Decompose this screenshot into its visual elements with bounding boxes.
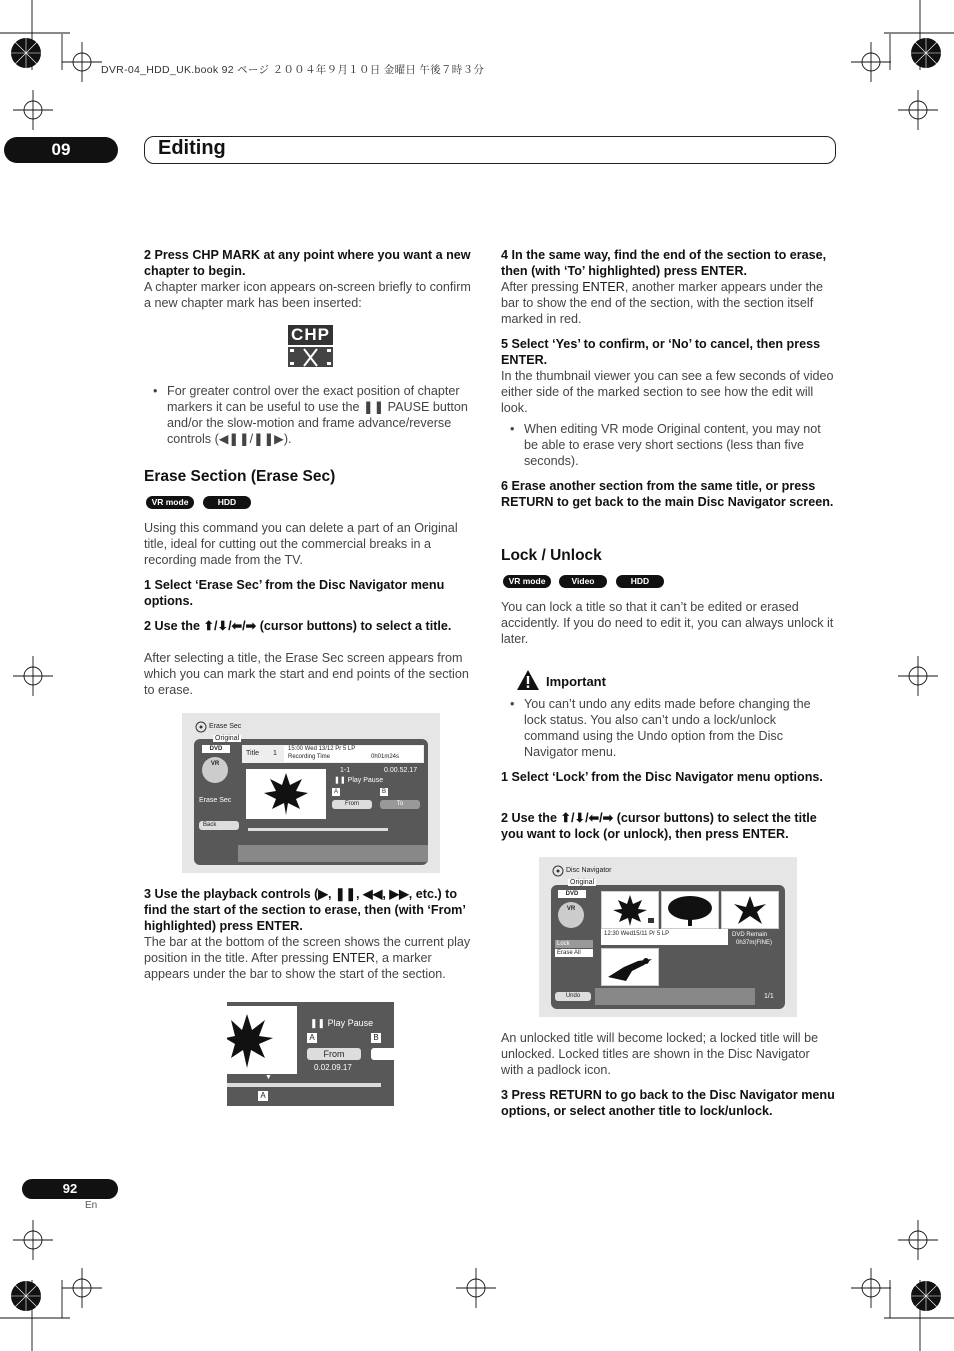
thumb-3-number: 3 <box>724 892 728 899</box>
thumb-4[interactable] <box>601 948 659 986</box>
screen3-vr-disc: VR <box>558 902 584 928</box>
erase-step2-body: After selecting a title, the Erase Sec screen appears from which you can mark the start and end points of the section to erase. <box>144 651 469 697</box>
lock-result-body: An unlocked title will become locked; a locked title will be unlocked. Locked titles are shown in the Disc Navigator with a padlock icon. <box>501 1031 819 1077</box>
step4-body-a: After pressing <box>501 280 583 294</box>
badge-vr-mode: VR mode <box>146 496 194 509</box>
closeup-timecode: 0.02.09.17 <box>314 1063 352 1072</box>
pause-label: ❚❚ PAUSE <box>363 400 430 414</box>
thumb-3-flower <box>722 892 778 928</box>
thumbnail-frame <box>246 769 326 819</box>
dvd-label: DVD <box>202 745 230 753</box>
bullet-short-sections: • When editing VR mode Original content, you may not be able to erase very short sections (less than five seconds). <box>524 421 834 469</box>
screen3-status-strip <box>595 988 755 1005</box>
erase-section-heading: Erase Section (Erase Sec) <box>144 468 336 485</box>
enter-label: ENTER <box>332 951 375 965</box>
closeup-bar-marker-a: A <box>258 1091 268 1101</box>
screen3-dvd-label: DVD <box>558 890 586 898</box>
screen1-play-status: ❚❚ Play Pause <box>334 777 384 784</box>
undo-button[interactable]: Undo <box>555 992 591 1001</box>
step6-title: 6 Erase another section from the same title, or press RETURN to get back to the main Disc Navigator screen. <box>501 479 834 509</box>
bullet-undo-text-a: You can’t undo any edits made before changing the lock status. You also can’t undo a lock/unlock command using the <box>524 697 811 743</box>
erase-step3-body-b: , a marker appears under the bar to show the start of the section. <box>144 951 446 981</box>
bullet-undo-text-b: option from the Disc Navigator menu. <box>524 729 784 759</box>
thumb-2-tree <box>662 892 718 928</box>
erase-step1: 1 Select ‘Erase Sec’ from the Disc Navigator menu options. <box>144 578 445 608</box>
from-button[interactable]: From <box>332 800 372 809</box>
lock-menu-item[interactable]: Lock <box>555 940 593 948</box>
erase-all-menu-item[interactable]: Erase All <box>555 949 593 957</box>
chapter-number: 09 <box>4 137 118 163</box>
language-label: En <box>85 1200 98 1211</box>
important-heading: Important <box>546 674 606 689</box>
erase-step3-title: 3 Use the playback controls (▶, ❚❚, ◀◀, ▶▶, etc.) to find the start of the section to erase, then (with ‘From’ highlighted) press ENTER. <box>144 887 466 933</box>
thumb-4-bird <box>602 949 658 985</box>
play-pause-closeup <box>227 1002 394 1106</box>
vr-disc-icon: VR <box>202 757 228 783</box>
bullet-pause-text-b: button and/or the slow-motion and frame advance/reverse controls (◀❚❚/❚❚▶). <box>167 400 468 446</box>
dvd-remain-value: 0h37m(FINE) <box>736 940 773 946</box>
closeup-to-button[interactable] <box>371 1048 394 1060</box>
closeup-thumbnail <box>227 1006 297 1074</box>
chapter-title: Editing <box>158 137 226 159</box>
screen1-menu-title: Erase Sec <box>209 723 242 730</box>
step2-body: A chapter marker icon appears on-screen briefly to confirm a new chapter mark has been inserted: <box>144 280 471 310</box>
closeup-marker-b: B <box>371 1033 381 1043</box>
bullet-pause-text-a: For greater control over the exact position of chapter markers it can be useful to use the <box>167 384 460 414</box>
screen1-marker-a: A <box>333 789 338 795</box>
closeup-play-status: ❚❚ Play Pause <box>310 1018 374 1028</box>
chp-mark-label: CHP <box>288 325 333 345</box>
step4-title: 4 In the same way, find the end of the section to erase, then (with ‘To’ highlighted) press ENTER. <box>501 248 827 278</box>
bullet-undo <box>524 696 834 760</box>
lock-step3: 3 Press RETURN to go back to the Disc Navigator menu options, or select another title to lock/unlock. <box>501 1088 835 1118</box>
title-label: Title <box>246 750 259 757</box>
closeup-progress-bar <box>227 1083 381 1087</box>
erase-intro: Using this command you can delete a part of an Original title, ideal for cutting out the commercial breaks in a recording made from the TV. <box>144 521 458 567</box>
disc-icon <box>195 721 207 733</box>
lock-intro: You can lock a title so that it can’t be edited or erased accidently. If you do need to edit it, you can always unlock it later. <box>501 600 834 646</box>
thumb-3[interactable] <box>721 891 779 929</box>
chapter-title-bar <box>144 136 836 164</box>
erase-sec-screen <box>182 713 440 873</box>
chp-mark-icon <box>288 325 333 370</box>
maple-leaf-image <box>246 769 326 819</box>
recording-time-label: Recording Time <box>288 754 331 760</box>
badge-video-mode: Video mode <box>559 575 607 588</box>
lock-step1: 1 Select ‘Lock’ from the Disc Navigator menu options. <box>501 770 823 784</box>
lock-step2: 2 Use the ⬆/⬇/⬅/➡ (cursor buttons) to select the title you want to lock (or unlock), then press ENTER. <box>501 811 817 841</box>
erase-step3-body-a: The bar at the bottom of the screen shows the current play position in the title. After pressing <box>144 935 471 965</box>
step2-title: 2 Press CHP MARK at any point where you want a new chapter to begin. <box>144 248 471 278</box>
chapter-index: 1-1 <box>340 767 351 774</box>
erase-step2-title: 2 Use the ⬆/⬇/⬅/➡ (cursor buttons) to select a title. <box>144 619 452 633</box>
closeup-leaf-image <box>227 1006 297 1074</box>
step5-title: 5 Select ‘Yes’ to confirm, or ‘No’ to cancel, then press ENTER. <box>501 337 821 367</box>
badge-hdd: HDD <box>203 496 251 509</box>
navigator-disc-icon <box>552 865 564 877</box>
step4-body-b: , another marker appears under the bar to show the end of the section, with the section itself marked in red. <box>501 280 824 326</box>
screen1-status-strip <box>238 845 428 862</box>
print-header: DVR-04_HDD_UK.book 92 ページ ２００４年９月１０日 金曜日 午後７時３分 <box>101 64 485 76</box>
thumb-2-number: 2 <box>664 892 668 899</box>
screen3-menu-title: Disc Navigator <box>566 867 612 874</box>
bullet-pause <box>167 383 477 447</box>
thumb-1-number: 1 <box>604 892 608 899</box>
recording-time-value: 0h01m24s <box>371 754 400 760</box>
thumb-1[interactable] <box>601 891 659 929</box>
closeup-marker-a: A <box>307 1033 317 1043</box>
erase-sec-side-label: Erase Sec <box>199 797 232 804</box>
thumb-2[interactable] <box>661 891 719 929</box>
disc-navigator-screen <box>539 857 797 1017</box>
screen3-title-info: 12:30 Wed15/11 Pr 5 LP <box>604 931 670 937</box>
title-info-line: 15:00 Wed 13/12 Pr 5 LP <box>288 746 356 752</box>
closeup-from-button[interactable]: From <box>307 1048 361 1060</box>
thumb-1-leaf <box>602 892 658 928</box>
closeup-position-arrow: ▼ <box>265 1074 272 1081</box>
back-button[interactable]: Back <box>199 821 239 830</box>
erase-step3-body <box>144 934 478 982</box>
dvd-remain-label: DVD Remain <box>732 932 768 938</box>
lock-unlock-heading: Lock / Unlock <box>501 547 602 564</box>
screen3-original-tab: Original <box>570 879 595 886</box>
thumb-4-number: 4 <box>604 949 608 956</box>
screen1-marker-b: B <box>381 789 386 795</box>
undo-label: Undo <box>637 729 668 743</box>
badge-hdd-lock: HDD <box>616 575 664 588</box>
page-indicator: 1/1 <box>764 993 774 1000</box>
screen1-progress-bar <box>248 828 388 831</box>
screen1-timecode: 0.00.52.17 <box>384 767 418 774</box>
badge-vr-mode-lock: VR mode <box>503 575 551 588</box>
warning-icon <box>516 669 540 691</box>
screen1-original-tab: Original <box>215 735 240 742</box>
step4-enter-label: ENTER <box>582 280 625 294</box>
step4-body <box>501 279 835 327</box>
to-button[interactable]: To <box>380 800 420 809</box>
title-number: 1 <box>273 750 277 757</box>
step5-body: In the thumbnail viewer you can see a few seconds of video either side of the marked section to see how the edit will look. <box>501 369 834 415</box>
page-number: 92 <box>22 1179 118 1199</box>
